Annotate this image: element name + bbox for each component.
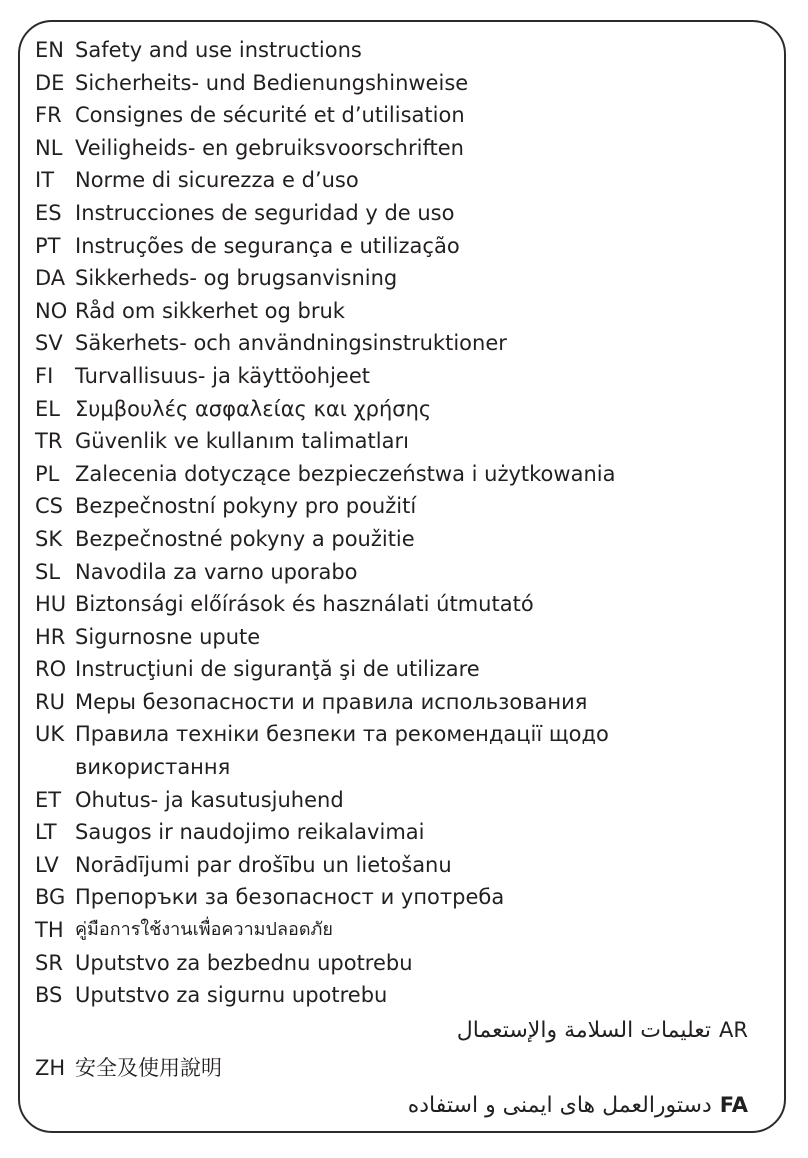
- list-item-de: [35, 67, 775, 100]
- title-text: Sikkerheds- og brugsanvisning: [75, 266, 398, 291]
- list-item-cs: [35, 490, 775, 523]
- title-text: Συμβουλές ασφαλείας και χρήσης: [75, 396, 432, 421]
- title-text: Zalecenia dotyczące bezpieczeństwa i użytkowania: [75, 461, 616, 486]
- title-text: Uputstvo za bezbednu upotrebu: [75, 950, 413, 975]
- language-code: SV: [35, 331, 63, 356]
- title-text: Sigurnosne upute: [75, 624, 261, 649]
- language-code: SK: [35, 526, 63, 551]
- language-list: [35, 34, 775, 1124]
- title-text: Препоръки за безопасност и употреба: [75, 885, 505, 910]
- language-code: DE: [35, 70, 65, 95]
- title-text: Меры безопасности и правила использования: [75, 689, 588, 714]
- title-text: Instruções de segurança e utilização: [75, 233, 460, 258]
- title-text: Consignes de sécurité et d’utilisation: [75, 103, 465, 128]
- language-code: LV: [35, 852, 59, 877]
- list-item-bs: [35, 979, 775, 1012]
- list-item-uk: [35, 718, 775, 783]
- language-code: PL: [35, 461, 60, 486]
- list-item-bg: [35, 881, 775, 914]
- title-text: دستورالعمل های ایمنی و استفاده: [407, 1092, 712, 1118]
- language-code: PT: [35, 233, 61, 258]
- list-item-en: [35, 34, 775, 67]
- title-text: Safety and use instructions: [75, 38, 362, 62]
- language-code: EL: [35, 396, 60, 421]
- list-item-pl: [35, 458, 775, 491]
- list-item-it: [35, 164, 775, 197]
- list-item-fi: [35, 360, 775, 393]
- language-code: ES: [35, 200, 62, 225]
- title-text: Bezpečnostné pokyny a použitie: [75, 526, 415, 551]
- list-item-hr: [35, 621, 775, 654]
- title-text: Instrucţiuni de siguranţă şi de utilizare: [75, 657, 480, 682]
- language-code: EN: [35, 38, 64, 62]
- language-code: IT: [35, 168, 55, 193]
- title-text: 安全及使用說明: [75, 1055, 222, 1080]
- list-item-el: [35, 393, 775, 426]
- list-item-th: [35, 914, 775, 947]
- list-item-zh: [35, 1049, 775, 1087]
- list-item-no: [35, 295, 775, 328]
- list-item-nl: [35, 132, 775, 165]
- language-code: SR: [35, 950, 63, 975]
- language-code: SL: [35, 559, 61, 584]
- language-code: FA: [719, 1092, 748, 1117]
- list-item-lt: [35, 816, 775, 849]
- language-code: TH: [35, 918, 64, 943]
- title-text: Säkerhets- och användningsinstruktioner: [75, 331, 507, 356]
- list-item-sv: [35, 327, 775, 360]
- title-text: Veiligheids- en gebruiksvoorschriften: [75, 135, 464, 160]
- list-item-hu: [35, 588, 775, 621]
- list-item-tr: [35, 425, 775, 458]
- list-item-fr: [35, 99, 775, 132]
- list-item-pt: [35, 230, 775, 263]
- list-item-fa: [35, 1087, 775, 1124]
- title-text: Güvenlik ve kullanım talimatları: [75, 429, 409, 454]
- title-text: Правила техніки безпеки та рекомендації щодо використання: [75, 722, 609, 780]
- title-text: Saugos ir naudojimo reikalavimai: [75, 820, 425, 845]
- list-item-sk: [35, 523, 775, 556]
- language-code: NO: [35, 298, 68, 323]
- list-item-sr: [35, 947, 775, 980]
- list-item-ru: [35, 686, 775, 719]
- title-text: Biztonsági előírások és használati útmutató: [75, 592, 534, 617]
- language-code: BG: [35, 885, 66, 910]
- list-item-lv: [35, 849, 775, 882]
- title-text: Navodila za varno uporabo: [75, 559, 358, 584]
- title-text: Norādījumi par drošību un lietošanu: [75, 852, 452, 877]
- language-code: CS: [35, 494, 63, 519]
- language-code: HR: [35, 624, 66, 649]
- list-item-da: [35, 262, 775, 295]
- language-code: DA: [35, 266, 66, 291]
- language-code: ET: [35, 787, 62, 812]
- list-item-es: [35, 197, 775, 230]
- title-text: Ohutus- ja kasutusjuhend: [75, 787, 344, 812]
- language-code: UK: [35, 722, 65, 747]
- title-text: Uputstvo za sigurnu upotrebu: [75, 983, 388, 1008]
- language-code: HU: [35, 592, 67, 617]
- language-code: FI: [35, 363, 54, 388]
- language-code: LT: [35, 820, 57, 845]
- language-code: RO: [35, 657, 67, 682]
- list-item-ro: [35, 653, 775, 686]
- title-text: Bezpečnostní pokyny pro použití: [75, 494, 417, 519]
- title-text: Norme di sicurezza e d’uso: [75, 168, 359, 193]
- title-text: Sicherheits- und Bedienungshinweise: [75, 70, 469, 95]
- list-item-et: [35, 784, 775, 817]
- language-code: RU: [35, 689, 65, 714]
- list-item-sl: [35, 556, 775, 589]
- language-code: BS: [35, 983, 63, 1008]
- title-text: Råd om sikkerhet og bruk: [75, 298, 345, 323]
- language-code: NL: [35, 135, 63, 160]
- title-text: คู่มือการใช้งานเพื่อความปลอดภัย: [75, 919, 333, 941]
- language-code: TR: [35, 429, 63, 454]
- title-text: تعليمات السلامة والإستعمال: [456, 1017, 712, 1043]
- title-text: Instrucciones de seguridad y de uso: [75, 200, 455, 225]
- language-code: AR: [719, 1017, 748, 1042]
- list-item-ar: [35, 1012, 775, 1049]
- title-text: Turvallisuus- ja käyttöohjeet: [75, 363, 370, 388]
- language-code: ZH: [35, 1055, 66, 1080]
- language-code: FR: [35, 103, 62, 128]
